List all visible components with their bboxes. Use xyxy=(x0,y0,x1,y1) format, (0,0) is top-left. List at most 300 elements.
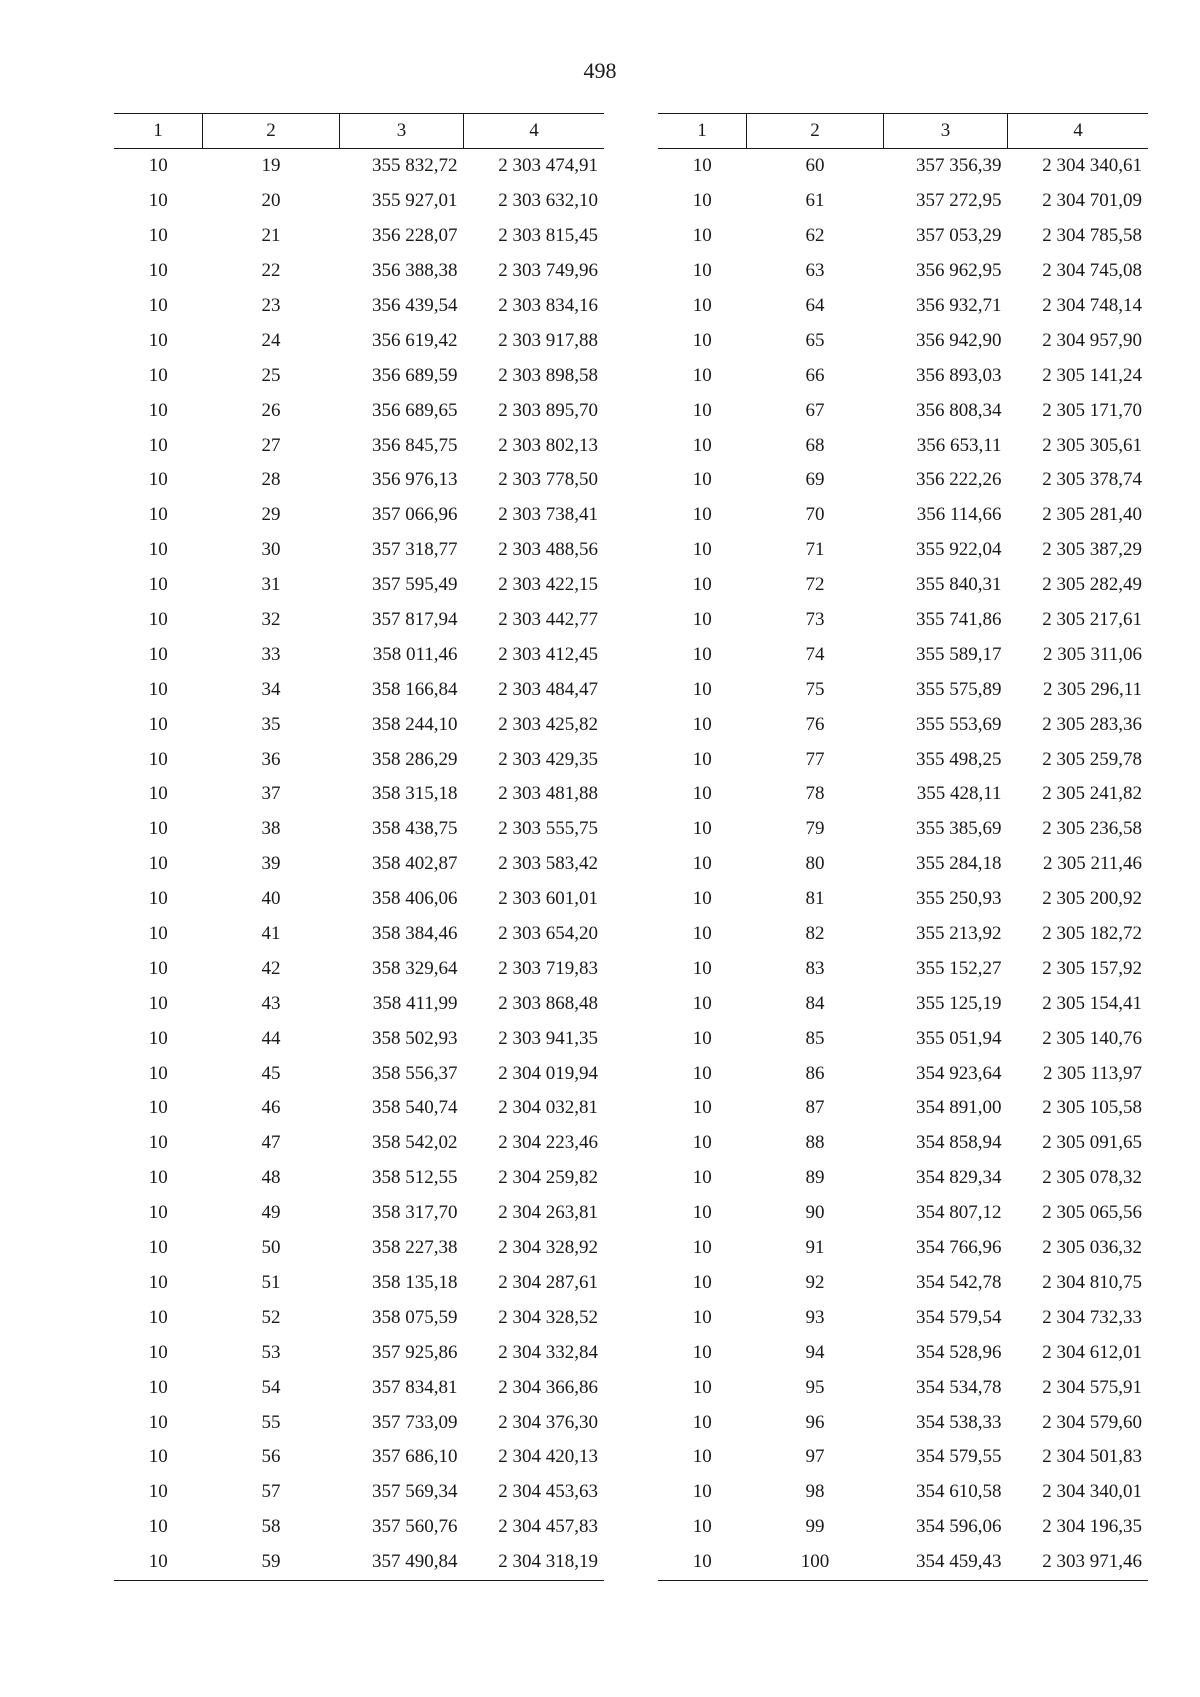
table-cell: 10 xyxy=(692,329,712,351)
table-cell: 81 xyxy=(805,888,825,910)
table-cell: 10 xyxy=(692,434,712,456)
table-cell: 66 xyxy=(805,364,825,386)
table-cell: 20 xyxy=(261,190,281,212)
column-header: 4 xyxy=(464,114,605,149)
table-cell: 10 xyxy=(148,1516,168,1538)
table-cell: 355 385,69 xyxy=(916,818,1002,840)
table-cell: 358 384,46 xyxy=(372,923,458,945)
table-cell: 2 303 412,45 xyxy=(498,643,598,665)
table-cell: 10 xyxy=(148,1481,168,1503)
table-cell: 67 xyxy=(805,399,825,421)
table-cell: 10 xyxy=(692,1411,712,1433)
table-row xyxy=(658,1266,1148,1301)
table-cell: 356 976,13 xyxy=(372,469,458,491)
table-cell: 358 317,70 xyxy=(372,1202,458,1224)
table-cell: 10 xyxy=(692,504,712,526)
table-cell: 10 xyxy=(692,364,712,386)
table-cell: 10 xyxy=(148,923,168,945)
table-cell: 356 845,75 xyxy=(372,434,458,456)
table-cell: 2 304 376,30 xyxy=(498,1411,598,1433)
table-cell: 355 051,94 xyxy=(916,1027,1002,1049)
table-cell: 357 560,76 xyxy=(372,1516,458,1538)
table-row xyxy=(114,672,604,707)
table-cell: 2 304 340,01 xyxy=(1042,1481,1142,1503)
table-row xyxy=(658,428,1148,463)
table-cell: 356 439,54 xyxy=(372,295,458,316)
table-row xyxy=(114,917,604,952)
table-cell: 10 xyxy=(692,574,712,596)
table-row xyxy=(114,1056,604,1091)
table-cell: 2 304 701,09 xyxy=(1042,190,1142,212)
table-cell: 355 250,93 xyxy=(916,888,1002,910)
table-cell: 2 305 283,36 xyxy=(1042,713,1142,735)
table-cell: 2 303 749,96 xyxy=(498,260,598,282)
table-cell: 358 329,64 xyxy=(372,957,458,979)
table-row xyxy=(658,1196,1148,1231)
table-cell: 10 xyxy=(148,609,168,631)
table-cell: 10 xyxy=(148,364,168,386)
table-cell: 10 xyxy=(692,783,712,805)
table-cell: 356 388,38 xyxy=(372,260,458,282)
table-cell: 2 304 810,75 xyxy=(1042,1271,1142,1293)
table-header-row xyxy=(658,114,1148,149)
table-cell: 64 xyxy=(805,295,825,316)
table-cell: 357 733,09 xyxy=(372,1411,458,1433)
table-cell: 48 xyxy=(261,1167,281,1189)
table-cell: 2 303 583,42 xyxy=(498,853,598,875)
table-cell: 27 xyxy=(261,434,281,456)
table-cell: 88 xyxy=(805,1132,825,1154)
table-cell: 10 xyxy=(148,1167,168,1189)
table-cell: 46 xyxy=(261,1097,281,1119)
table-cell: 96 xyxy=(805,1411,825,1433)
table-cell: 10 xyxy=(148,1027,168,1049)
table-cell: 10 xyxy=(692,1027,712,1049)
table-cell: 60 xyxy=(805,155,825,177)
table-cell: 357 053,29 xyxy=(916,225,1002,247)
table-cell: 2 305 236,58 xyxy=(1042,818,1142,840)
table-cell: 10 xyxy=(692,678,712,700)
table-row xyxy=(114,1126,604,1161)
table-cell: 10 xyxy=(148,1551,168,1573)
table-cell: 10 xyxy=(148,155,168,177)
table-cell: 357 490,84 xyxy=(372,1551,458,1573)
table-cell: 29 xyxy=(261,504,281,526)
table-cell: 91 xyxy=(805,1237,825,1259)
table-cell: 2 305 282,49 xyxy=(1042,574,1142,596)
table-row xyxy=(114,1370,604,1405)
table-cell: 2 303 481,88 xyxy=(498,783,598,805)
table-cell: 10 xyxy=(692,1062,712,1084)
table-cell: 10 xyxy=(148,1097,168,1119)
table-cell: 2 303 555,75 xyxy=(498,818,598,840)
table-cell: 356 932,71 xyxy=(916,295,1002,316)
table-cell: 10 xyxy=(692,1341,712,1363)
table-cell: 356 653,11 xyxy=(916,434,1002,456)
table-cell: 357 925,86 xyxy=(372,1341,458,1363)
table-cell: 356 689,59 xyxy=(372,364,458,386)
table-cell: 10 xyxy=(148,1376,168,1398)
table-cell: 58 xyxy=(261,1516,281,1538)
table-cell: 355 125,19 xyxy=(916,992,1002,1014)
table-cell: 10 xyxy=(148,1062,168,1084)
table-cell: 354 858,94 xyxy=(916,1132,1002,1154)
table-cell: 19 xyxy=(261,155,281,177)
table-cell: 10 xyxy=(148,1271,168,1293)
table-row xyxy=(658,1300,1148,1335)
table-cell: 10 xyxy=(692,713,712,735)
table-cell: 2 304 501,83 xyxy=(1042,1446,1142,1468)
table-cell: 71 xyxy=(805,539,825,561)
table-cell: 355 553,69 xyxy=(916,713,1002,735)
table-cell: 97 xyxy=(805,1446,825,1468)
table-cell: 355 284,18 xyxy=(916,853,1002,875)
table-cell: 51 xyxy=(261,1271,281,1293)
table-cell: 10 xyxy=(692,888,712,910)
table-cell: 36 xyxy=(261,748,281,770)
table-cell: 10 xyxy=(692,643,712,665)
table-cell: 10 xyxy=(148,783,168,805)
table-row xyxy=(658,812,1148,847)
table-cell: 78 xyxy=(805,783,825,805)
table-cell: 68 xyxy=(805,434,825,456)
table-cell: 2 305 311,06 xyxy=(1042,643,1142,665)
table-row xyxy=(658,323,1148,358)
table-row xyxy=(114,289,604,324)
table-cell: 10 xyxy=(692,992,712,1014)
table-cell: 354 534,78 xyxy=(916,1376,1002,1398)
table-cell: 2 304 957,90 xyxy=(1042,329,1142,351)
table-row xyxy=(114,637,604,672)
table-cell: 354 807,12 xyxy=(916,1202,1002,1224)
table-cell: 95 xyxy=(805,1376,825,1398)
coordinates-table-left xyxy=(114,113,604,1581)
table-cell: 2 304 453,63 xyxy=(498,1481,598,1503)
column-header: 2 xyxy=(203,114,340,149)
table-cell: 10 xyxy=(692,1132,712,1154)
table-cell: 26 xyxy=(261,399,281,421)
table-cell: 72 xyxy=(805,574,825,596)
table-row xyxy=(114,812,604,847)
table-cell: 2 305 036,32 xyxy=(1042,1237,1142,1259)
table-cell: 2 303 484,47 xyxy=(498,678,598,700)
table-cell: 355 589,17 xyxy=(916,643,1002,665)
table-cell: 59 xyxy=(261,1551,281,1573)
table-cell: 10 xyxy=(692,1097,712,1119)
table-cell: 69 xyxy=(805,469,825,491)
table-row xyxy=(114,1300,604,1335)
table-cell: 85 xyxy=(805,1027,825,1049)
table-cell: 358 411,99 xyxy=(372,992,458,1014)
table-cell: 2 303 834,16 xyxy=(498,295,598,316)
table-cell: 10 xyxy=(692,469,712,491)
column-header: 2 xyxy=(747,114,884,149)
table-row xyxy=(114,1161,604,1196)
table-cell: 10 xyxy=(148,295,168,316)
table-cell: 10 xyxy=(692,155,712,177)
table-cell: 10 xyxy=(148,992,168,1014)
table-row xyxy=(114,742,604,777)
table-cell: 2 305 141,24 xyxy=(1042,364,1142,386)
table-cell: 2 303 422,15 xyxy=(498,574,598,596)
table-row xyxy=(658,882,1148,917)
table-cell: 10 xyxy=(148,469,168,491)
table-cell: 355 741,86 xyxy=(916,609,1002,631)
table-cell: 355 428,11 xyxy=(916,783,1002,805)
table-cell: 34 xyxy=(261,678,281,700)
table-row xyxy=(114,1196,604,1231)
table-row xyxy=(658,1405,1148,1440)
table-row xyxy=(658,533,1148,568)
table-cell: 47 xyxy=(261,1132,281,1154)
table-cell: 31 xyxy=(261,574,281,596)
table-cell: 33 xyxy=(261,643,281,665)
table-cell: 2 305 305,61 xyxy=(1042,434,1142,456)
table-cell: 10 xyxy=(148,225,168,247)
table-row xyxy=(114,1021,604,1056)
table-cell: 355 832,72 xyxy=(372,155,458,177)
table-row xyxy=(114,707,604,742)
table-cell: 2 303 802,13 xyxy=(498,434,598,456)
table-cell: 2 303 601,01 xyxy=(498,888,598,910)
table-cell: 358 542,02 xyxy=(372,1132,458,1154)
table-cell: 99 xyxy=(805,1516,825,1538)
table-row xyxy=(658,777,1148,812)
table-row xyxy=(658,707,1148,742)
table-cell: 354 528,96 xyxy=(916,1341,1002,1363)
table-cell: 2 305 281,40 xyxy=(1042,504,1142,526)
table-cell: 2 304 732,33 xyxy=(1042,1306,1142,1328)
table-cell: 63 xyxy=(805,260,825,282)
table-cell: 357 817,94 xyxy=(372,609,458,631)
table-row xyxy=(658,1510,1148,1545)
table-cell: 39 xyxy=(261,853,281,875)
table-cell: 10 xyxy=(692,748,712,770)
table-cell: 2 304 575,91 xyxy=(1042,1376,1142,1398)
table-cell: 357 356,39 xyxy=(916,155,1002,177)
table-cell: 10 xyxy=(148,1237,168,1259)
table-row xyxy=(658,986,1148,1021)
table-cell: 358 244,10 xyxy=(372,713,458,735)
table-cell: 358 166,84 xyxy=(372,678,458,700)
table-cell: 354 829,34 xyxy=(916,1167,1002,1189)
table-row xyxy=(114,463,604,498)
table-cell: 10 xyxy=(692,853,712,875)
table-row xyxy=(114,1405,604,1440)
table-cell: 357 595,49 xyxy=(372,574,458,596)
table-cell: 92 xyxy=(805,1271,825,1293)
table-cell: 358 502,93 xyxy=(372,1027,458,1049)
table-row xyxy=(114,603,604,638)
table-row xyxy=(658,742,1148,777)
table-cell: 354 923,64 xyxy=(916,1062,1002,1084)
table-cell: 356 689,65 xyxy=(372,399,458,421)
table-row xyxy=(658,917,1148,952)
table-cell: 10 xyxy=(148,1411,168,1433)
table-cell: 23 xyxy=(261,295,281,316)
table-row xyxy=(658,637,1148,672)
table-cell: 2 304 328,92 xyxy=(498,1237,598,1259)
table-cell: 10 xyxy=(692,957,712,979)
table-cell: 83 xyxy=(805,957,825,979)
table-cell: 21 xyxy=(261,225,281,247)
table-cell: 354 610,58 xyxy=(916,1481,1002,1503)
table-cell: 2 304 259,82 xyxy=(498,1167,598,1189)
table-row xyxy=(114,498,604,533)
table-cell: 2 303 778,50 xyxy=(498,469,598,491)
table-cell: 356 962,95 xyxy=(916,260,1002,282)
table-cell: 2 304 196,35 xyxy=(1042,1516,1142,1538)
table-cell: 10 xyxy=(148,260,168,282)
table-cell: 2 303 425,82 xyxy=(498,713,598,735)
table-cell: 2 304 457,83 xyxy=(498,1516,598,1538)
table-cell: 356 619,42 xyxy=(372,329,458,351)
table-cell: 10 xyxy=(148,1306,168,1328)
table-cell: 61 xyxy=(805,190,825,212)
table-row xyxy=(114,847,604,882)
table-cell: 94 xyxy=(805,1341,825,1363)
table-cell: 356 228,07 xyxy=(372,225,458,247)
table-row xyxy=(658,219,1148,254)
table-cell: 357 686,10 xyxy=(372,1446,458,1468)
table-row xyxy=(658,498,1148,533)
table-row xyxy=(658,1475,1148,1510)
table-cell: 2 304 748,14 xyxy=(1042,295,1142,316)
table-row xyxy=(658,1545,1148,1580)
table-cell: 10 xyxy=(148,818,168,840)
table-row xyxy=(114,533,604,568)
table-cell: 35 xyxy=(261,713,281,735)
table-cell: 2 303 868,48 xyxy=(498,992,598,1014)
table-cell: 10 xyxy=(692,923,712,945)
table-row xyxy=(658,1056,1148,1091)
table-row xyxy=(114,1510,604,1545)
table-cell: 82 xyxy=(805,923,825,945)
table-cell: 2 305 154,41 xyxy=(1042,992,1142,1014)
table-cell: 358 135,18 xyxy=(372,1271,458,1293)
table-cell: 356 114,66 xyxy=(916,504,1002,526)
table-cell: 10 xyxy=(148,539,168,561)
table-cell: 25 xyxy=(261,364,281,386)
table-row xyxy=(114,149,604,184)
table-cell: 2 305 105,58 xyxy=(1042,1097,1142,1119)
table-cell: 2 303 654,20 xyxy=(498,923,598,945)
table-cell: 2 303 815,45 xyxy=(498,225,598,247)
table-cell: 10 xyxy=(148,713,168,735)
table-cell: 354 542,78 xyxy=(916,1271,1002,1293)
table-cell: 93 xyxy=(805,1306,825,1328)
table-row xyxy=(114,254,604,289)
table-cell: 10 xyxy=(692,609,712,631)
table-cell: 354 579,54 xyxy=(916,1306,1002,1328)
table-cell: 2 305 241,82 xyxy=(1042,783,1142,805)
table-row xyxy=(658,393,1148,428)
table-row xyxy=(114,1335,604,1370)
table-cell: 2 304 745,08 xyxy=(1042,260,1142,282)
table-row xyxy=(114,393,604,428)
table-cell: 2 305 078,32 xyxy=(1042,1167,1142,1189)
table-cell: 358 438,75 xyxy=(372,818,458,840)
column-header: 1 xyxy=(658,114,747,149)
table-cell: 10 xyxy=(148,888,168,910)
table-cell: 357 272,95 xyxy=(916,190,1002,212)
table-cell: 10 xyxy=(148,957,168,979)
table-row xyxy=(658,463,1148,498)
table-cell: 10 xyxy=(692,295,712,316)
table-cell: 358 406,06 xyxy=(372,888,458,910)
table-cell: 32 xyxy=(261,609,281,631)
table-cell: 44 xyxy=(261,1027,281,1049)
table-cell: 2 303 895,70 xyxy=(498,399,598,421)
table-cell: 2 305 113,97 xyxy=(1042,1062,1142,1084)
table-cell: 354 766,96 xyxy=(916,1237,1002,1259)
table-cell: 10 xyxy=(148,678,168,700)
table-cell: 42 xyxy=(261,957,281,979)
page-number: 498 xyxy=(583,58,617,83)
table-cell: 41 xyxy=(261,923,281,945)
table-cell: 10 xyxy=(148,1202,168,1224)
table-cell: 2 304 579,60 xyxy=(1042,1411,1142,1433)
table-cell: 86 xyxy=(805,1062,825,1084)
table-cell: 2 305 171,70 xyxy=(1042,399,1142,421)
table-cell: 10 xyxy=(148,434,168,456)
table-cell: 10 xyxy=(692,1551,712,1573)
table-header-row xyxy=(114,114,604,149)
table-cell: 87 xyxy=(805,1097,825,1119)
table-cell: 2 305 217,61 xyxy=(1042,609,1142,631)
table-cell: 89 xyxy=(805,1167,825,1189)
table-cell: 10 xyxy=(692,1271,712,1293)
column-header: 4 xyxy=(1008,114,1149,149)
table-row xyxy=(658,358,1148,393)
table-row xyxy=(658,254,1148,289)
table-cell: 55 xyxy=(261,1411,281,1433)
table-cell: 10 xyxy=(692,1516,712,1538)
table-cell: 10 xyxy=(692,225,712,247)
table-cell: 2 303 719,83 xyxy=(498,957,598,979)
table-cell: 2 303 898,58 xyxy=(498,364,598,386)
table-cell: 358 227,38 xyxy=(372,1237,458,1259)
table-row xyxy=(658,1126,1148,1161)
table-cell: 2 303 941,35 xyxy=(498,1027,598,1049)
table-cell: 10 xyxy=(148,329,168,351)
table-cell: 54 xyxy=(261,1376,281,1398)
table-cell: 22 xyxy=(261,260,281,282)
table-cell: 2 303 738,41 xyxy=(498,504,598,526)
table-cell: 10 xyxy=(692,1376,712,1398)
table-cell: 2 305 378,74 xyxy=(1042,469,1142,491)
table-row xyxy=(658,1091,1148,1126)
table-cell: 354 459,43 xyxy=(916,1551,1002,1573)
table-cell: 38 xyxy=(261,818,281,840)
table-cell: 24 xyxy=(261,329,281,351)
table-cell: 52 xyxy=(261,1306,281,1328)
table-row xyxy=(114,1545,604,1580)
table-cell: 77 xyxy=(805,748,825,770)
table-cell: 355 152,27 xyxy=(916,957,1002,979)
table-cell: 10 xyxy=(148,574,168,596)
table-cell: 358 286,29 xyxy=(372,748,458,770)
table-cell: 2 305 140,76 xyxy=(1042,1027,1142,1049)
table-row xyxy=(658,1161,1148,1196)
table-row xyxy=(658,184,1148,219)
table-cell: 49 xyxy=(261,1202,281,1224)
table-cell: 10 xyxy=(148,399,168,421)
table-cell: 76 xyxy=(805,713,825,735)
table-row xyxy=(114,358,604,393)
table-cell: 10 xyxy=(148,1341,168,1363)
table-cell: 2 305 296,11 xyxy=(1042,678,1142,700)
